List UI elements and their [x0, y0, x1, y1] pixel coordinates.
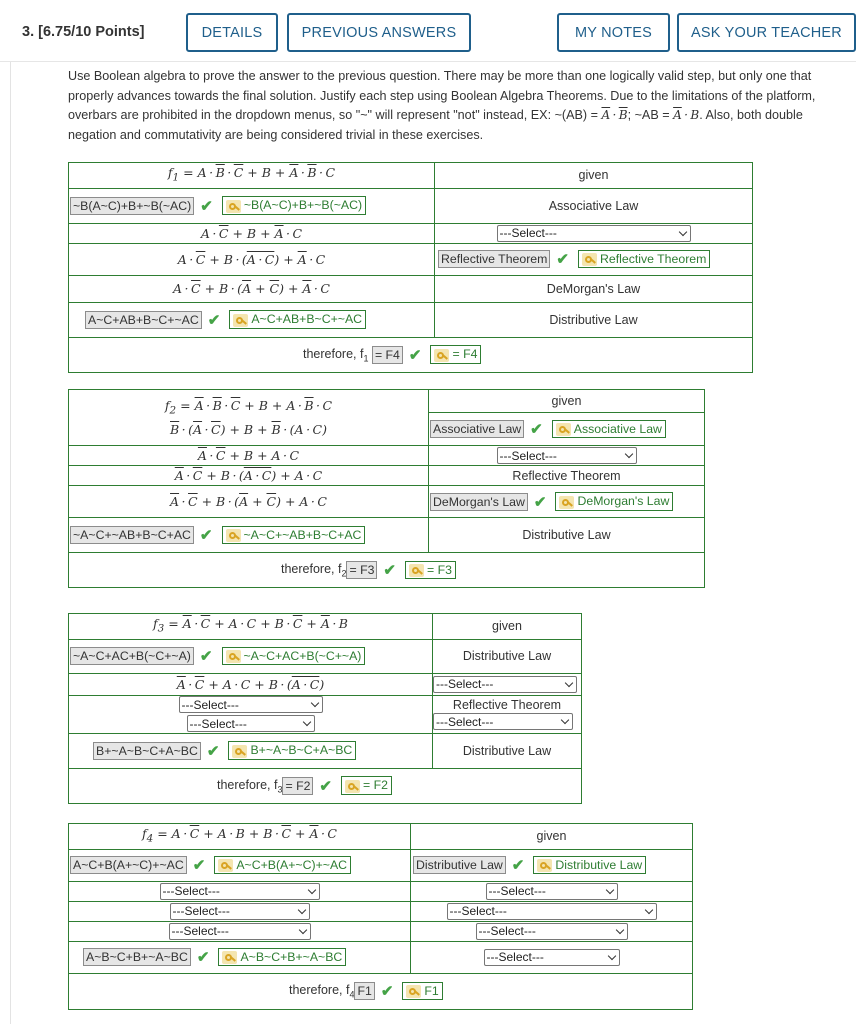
- f3-step5-key: B+~A~B~C+A~BC: [228, 741, 356, 759]
- f2-step3-reason: Reflective Theorem: [429, 466, 705, 486]
- check-icon: ✔: [380, 983, 394, 1000]
- f2-therefore-answer: = F3: [346, 561, 377, 579]
- check-icon: ✔: [556, 251, 569, 268]
- f4-step5-answer: A~B~C+B+~A~BC: [83, 948, 191, 966]
- f4-step5-reason-cell: [411, 941, 693, 973]
- f4-step3-reason-select[interactable]: ---Select---: [447, 903, 657, 920]
- f3-step1-answer: ~A~C+AC+B(~C+~A): [70, 647, 194, 665]
- f3-step4-select[interactable]: ---Select---: [187, 715, 315, 732]
- f4-step2-reason-cell: [411, 881, 693, 901]
- f1-step1-cell: [69, 188, 435, 223]
- key-icon: [222, 951, 237, 964]
- proof-table-f1: [68, 162, 753, 373]
- f3-step5-reason: Distributive Law: [433, 733, 582, 768]
- check-icon: ✔: [206, 742, 220, 760]
- f3-step2-expression: $\overline{A} \cdot \overline{C} + A \cdot C + B \cdot (A \cdot C)$: [69, 673, 433, 695]
- f4-step4-select[interactable]: ---Select---: [169, 923, 311, 940]
- f4-step2-cell: [69, 881, 411, 901]
- f4-step4-reason-cell: [411, 921, 693, 941]
- f4-step2-select[interactable]: ---Select---: [160, 883, 320, 900]
- f4-step4-reason-select[interactable]: ---Select---: [476, 923, 628, 940]
- f1-step4-expression: $A \cdot \overline{C} + B \cdot (\overline{A} + \overline{C}) + \overline{A} \cdot C$: [69, 275, 435, 302]
- f4-step5-reason-select[interactable]: ---Select---: [484, 949, 620, 966]
- f2-step3-expression: $\overline{A} \cdot \overline{C} + B \cdot (A \cdot C) + A \cdot C$: [69, 466, 429, 486]
- check-icon: ✔: [199, 648, 213, 665]
- f4-therefore-label: therefore, $f_4$: [289, 983, 355, 1000]
- f1-therefore-cell: [69, 337, 753, 372]
- f3-therefore-answer: = F2: [282, 777, 313, 795]
- key-icon: [233, 314, 248, 327]
- f3-step1-key: ~A~C+AC+B(~C+~A): [222, 647, 366, 665]
- f3-step1-reason: Distributive Law: [433, 639, 582, 673]
- f2-step2-expression: $\overline{A} \cdot \overline{C} + B + A \cdot C$: [69, 446, 429, 466]
- check-icon: ✔: [383, 562, 396, 579]
- f4-step4-cell: [69, 921, 411, 941]
- f1-step5-cell: [69, 302, 435, 337]
- check-icon: ✔: [408, 346, 422, 364]
- f1-therefore-answer: = F4: [372, 346, 403, 364]
- f3-step3-reason-cell: [433, 695, 582, 733]
- f2-step1-reason-key: Associative Law: [552, 420, 666, 438]
- f4-step1-reason-answer: Distributive Law: [413, 856, 506, 874]
- f4-expression: $f_4 = A \cdot \overline{C} + A \cdot B + B \cdot \overline{C} + \overline{A} \cdot C$: [69, 824, 411, 850]
- check-icon: ✔: [200, 197, 213, 215]
- f1-step2-reason-select[interactable]: ---Select---: [497, 225, 691, 242]
- check-icon: ✔: [192, 857, 206, 874]
- question-number: 3. [6.75/10 Points]: [22, 24, 145, 40]
- f1-step1-reason: Associative Law: [435, 188, 753, 223]
- f2-therefore-label: therefore, $f_2$: [281, 562, 347, 579]
- f3-therefore-cell: [69, 768, 582, 803]
- f2-given-label: given: [429, 390, 705, 413]
- f3-given-label: given: [433, 614, 582, 640]
- key-icon: [226, 650, 241, 663]
- ask-teacher-button[interactable]: ASK YOUR TEACHER: [677, 13, 856, 52]
- f3-expression: $f_3 = \overline{A} \cdot \overline{C} + A \cdot C + B \cdot \overline{C} + \overline{A} \cdot B$: [69, 614, 433, 640]
- f3-step5-answer: B+~A~B~C+A~BC: [93, 742, 201, 760]
- f4-step1-cell: [69, 849, 411, 881]
- f1-step3-reason-cell: [435, 243, 753, 275]
- key-icon: [406, 985, 421, 998]
- f2-step2-reason-select[interactable]: ---Select---: [497, 447, 637, 464]
- f4-step1-reason-key: Distributive Law: [533, 856, 646, 874]
- left-border: [10, 62, 11, 1024]
- key-icon: [582, 253, 597, 266]
- f2-step5-key: ~A~C+~AB+B~C+AC: [222, 526, 366, 544]
- f1-step5-reason: Distributive Law: [435, 302, 753, 337]
- f3-step2-reason-select[interactable]: ---Select---: [433, 676, 577, 693]
- f2-step1-reason-cell: [429, 413, 705, 446]
- f4-step5-key: A~B~C+B+~A~BC: [218, 948, 346, 966]
- f2-step4-expression: $\overline{A} \cdot \overline{C} + B \cdot (\overline{A} + \overline{C}) + A \cdot C$: [69, 486, 429, 518]
- f1-given-label: given: [435, 163, 753, 189]
- f2-step4-reason-answer: DeMorgan's Law: [430, 493, 528, 511]
- f1-step4-reason: DeMorgan's Law: [435, 275, 753, 302]
- check-icon: ✔: [196, 949, 210, 966]
- f1-step1-answer: ~B(A~C)+B+~B(~AC): [70, 197, 194, 215]
- f2-therefore-key: = F3: [405, 561, 456, 579]
- f3-step2-reason-cell: [433, 673, 582, 695]
- check-icon: ✔: [533, 493, 547, 511]
- question-prompt: Use Boolean algebra to prove the answer to the previous question. There may be more than one logically valid step, but only one that properly advances towards the final solution. Justify each step using Boolean Algebra Theorems. Due to the limitations of the platform, overbars are prohibited in the dropdown menus, so "~" will represent "not" instead, EX: ~(AB) = $\overline{A} \cdot \overline{B}$; ~AB = $\overline{A} \cdot B$. Also, both double negation and commutativity are being considered trivial in these exercises.: [68, 69, 816, 142]
- f2-step2-reason-cell: [429, 446, 705, 466]
- f1-expression: $f_1 = A \cdot \overline{B} \cdot \overline{C} + B + \overline{A} \cdot \overline{B} \cdot C$: [69, 163, 435, 189]
- f3-step3-cell: [69, 695, 433, 733]
- f3-step1-cell: [69, 639, 433, 673]
- key-icon: [556, 423, 571, 436]
- f2-step1-reason-answer: Associative Law: [430, 420, 524, 438]
- f4-step3-cell: [69, 901, 411, 921]
- f1-step2-reason-cell: [435, 223, 753, 243]
- f2-step4-reason-key: DeMorgan's Law: [555, 492, 673, 510]
- proof-table-f3: [68, 613, 582, 804]
- previous-answers-button[interactable]: PREVIOUS ANSWERS: [287, 13, 471, 52]
- f2-expression: $f_2 = \overline{A} \cdot \overline{B} \cdot \overline{C} + B + A \cdot \overline{B} \cdot C$ $\overline{B} \cdot (\overline{A} \cdot \overline{C}) + B + \overline{B} \cdot (A \cdot C)$: [69, 390, 429, 446]
- f4-step3-reason-cell: [411, 901, 693, 921]
- details-button[interactable]: DETAILS: [186, 13, 278, 52]
- f3-step4-reason-select[interactable]: ---Select---: [433, 713, 573, 730]
- f1-therefore-label: therefore, $f_1$: [303, 346, 369, 364]
- f2-step5-answer: ~A~C+~AB+B~C+AC: [70, 526, 194, 544]
- f4-step2-reason-select[interactable]: ---Select---: [486, 883, 618, 900]
- f3-step5-cell: [69, 733, 433, 768]
- f4-step1-key: A~C+B(A+~C)+~AC: [214, 856, 351, 874]
- my-notes-button[interactable]: MY NOTES: [557, 13, 670, 52]
- f1-step5-key: A~C+AB+B~C+~AC: [229, 310, 366, 328]
- key-icon: [409, 564, 424, 577]
- f1-step3-reason-key: Reflective Theorem: [578, 250, 710, 268]
- f4-step1-answer: A~C+B(A+~C)+~AC: [70, 856, 187, 874]
- f3-step3-select[interactable]: ---Select---: [179, 696, 323, 713]
- f4-step3-select[interactable]: ---Select---: [170, 903, 310, 920]
- key-icon: [559, 496, 574, 509]
- key-icon: [434, 349, 449, 362]
- f4-therefore-answer: F1: [354, 982, 374, 1000]
- f4-step1-reason-cell: [411, 849, 693, 881]
- f4-therefore-key: F1: [402, 982, 442, 1000]
- f3-step3-reason: Reflective Theorem: [452, 698, 562, 712]
- f1-step2-expression: $A \cdot \overline{C} + B + \overline{A} \cdot C$: [69, 223, 435, 243]
- f2-therefore-cell: [69, 553, 705, 588]
- f1-therefore-key: = F4: [430, 345, 481, 363]
- key-icon: [218, 859, 233, 872]
- check-icon: ✔: [530, 421, 543, 438]
- key-icon: [345, 780, 360, 793]
- f2-step4-reason-cell: [429, 486, 705, 518]
- f2-step5-cell: [69, 518, 429, 553]
- check-icon: ✔: [207, 311, 221, 329]
- question-header: [0, 0, 856, 62]
- f4-step5-cell: [69, 941, 411, 973]
- f3-therefore-label: therefore, $f_3$: [217, 777, 283, 795]
- f1-step1-key: ~B(A~C)+B+~B(~AC): [222, 196, 366, 214]
- key-icon: [232, 745, 247, 758]
- key-icon: [226, 200, 241, 213]
- key-icon: [537, 859, 552, 872]
- f4-therefore-cell: [69, 973, 693, 1009]
- f2-step5-reason: Distributive Law: [429, 518, 705, 553]
- f1-step3-expression: $A \cdot \overline{C} + B \cdot (A \cdot C) + \overline{A} \cdot C$: [69, 243, 435, 275]
- f1-step3-reason-answer: Reflective Theorem: [438, 250, 550, 268]
- proof-table-f2: [68, 389, 705, 588]
- f1-step5-answer: A~C+AB+B~C+~AC: [85, 311, 202, 329]
- f4-given-label: given: [411, 824, 693, 850]
- key-icon: [226, 529, 241, 542]
- check-icon: ✔: [511, 857, 525, 874]
- check-icon: ✔: [319, 777, 332, 795]
- proof-table-f4: [68, 823, 693, 1010]
- check-icon: ✔: [199, 527, 213, 544]
- f3-therefore-key: = F2: [341, 776, 392, 794]
